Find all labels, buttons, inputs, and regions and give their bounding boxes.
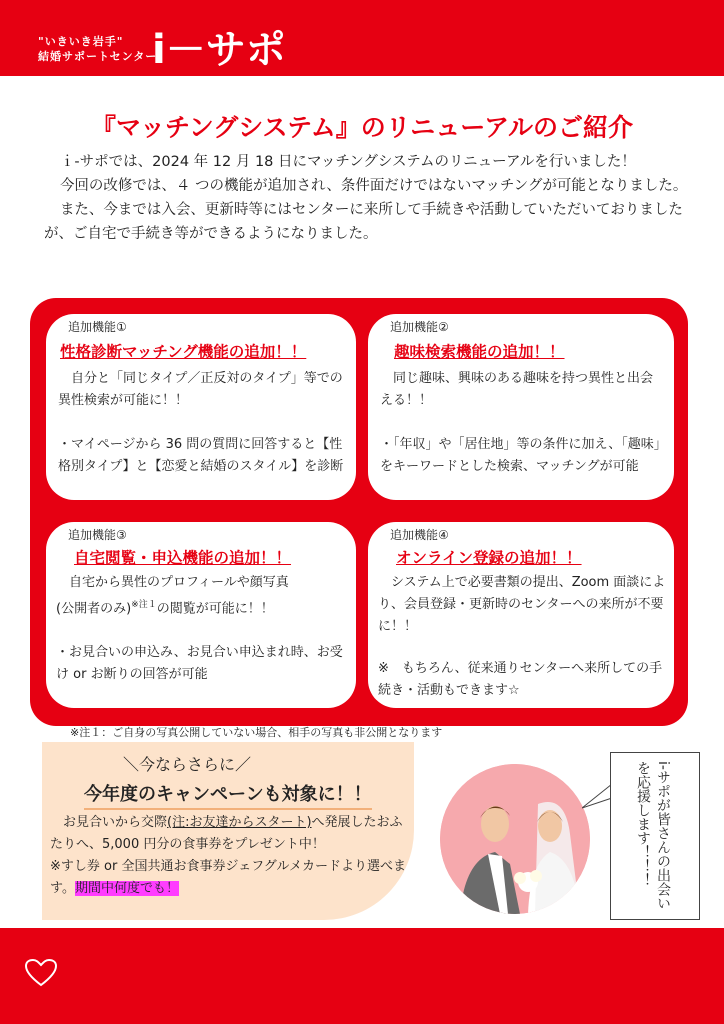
campaign-options: ※すし券 or 全国共通お食事券ジェフグルメカードより選べます。 — [50, 859, 407, 896]
public-only-text: (公開者のみ) — [56, 601, 132, 617]
header-bar — [0, 0, 724, 76]
campaign-text-1 — [50, 812, 410, 856]
wedding-couple-illustration — [440, 764, 590, 914]
feature-body-main: 自分と「同じタイプ／正反対のタイプ」等での異性検索が可能に！！ — [58, 371, 343, 408]
speech-text: i-サポが皆さんの出会いを応援します！！！ — [635, 761, 671, 910]
feature-body-detail: ・マイページから 36 問の質問に回答すると【性格別タイプ】と【恋愛と結婚のスタイル】を診断 — [58, 437, 344, 474]
feature-card-1 — [46, 314, 356, 500]
feature-label: 追加機能② — [390, 320, 449, 334]
feature-label: 追加機能④ — [390, 528, 449, 542]
logo-center-name: 結婚サポートセンター — [38, 50, 158, 63]
campaign-text-2 — [50, 856, 410, 900]
viewable-text: の閲覧が可能に！！ — [156, 601, 274, 617]
campaign-highlight: 期間中何度でも！ — [74, 881, 179, 896]
logo-tagline-top: "いきいき岩手" — [38, 35, 124, 48]
intro-paragraph-2: 今回の改修では、４ つの機能が追加され、条件面だけではないマッチングが可能となりました。 — [59, 178, 688, 194]
feature-label: 追加機能① — [68, 320, 127, 334]
campaign-title: 今年度のキャンペーンも対象に！！ — [84, 778, 372, 810]
feature-body-detail: ※ もちろん、従来通りセンターへ来所しての手続き・活動もできます☆ — [378, 661, 663, 698]
campaign-text-b: へ発展したおふたりへ、5,000 円分の食事券をプレゼント中！ — [50, 815, 403, 852]
logo-tagline — [38, 34, 157, 64]
footer-bar — [0, 928, 724, 1024]
feature-body-main: 同じ趣味、興味のある趣味を持つ異性と出会える！！ — [380, 371, 654, 408]
campaign-lead: ＼今ならさらに／ — [122, 755, 251, 774]
feature-body-detail: ・お見合いの申込み、お見合い申込まれ時、お受け or お断りの回答が可能 — [56, 645, 343, 683]
feature-body-detail: ・「年収」や「居住地」等の条件に加え、「趣味」をキーワードとした検索、マッチングが可能 — [380, 437, 661, 474]
feature-body — [58, 368, 346, 478]
feature-card-2 — [368, 314, 674, 500]
feature-body — [56, 572, 348, 686]
feature-body — [378, 572, 666, 702]
intro-paragraph-1: ｉ-サポでは、2024 年 12 月 18 日にマッチングシステムのリニューアルを行いました！ — [59, 154, 636, 170]
footnote: ※注１：ご自身の写真公開していない場合、相手の写真も非公開となります — [70, 726, 443, 739]
campaign-box — [42, 742, 414, 920]
campaign-body — [50, 812, 410, 900]
heart-icon — [24, 958, 58, 988]
feature-card-4 — [368, 522, 674, 708]
feature-heading: オンライン登録の追加！！ — [396, 549, 582, 567]
page-title: 『マッチングシステム』のリニューアルのご紹介 — [90, 113, 633, 142]
campaign-text-a: お見合いから交際 — [63, 815, 168, 830]
feature-heading: 自宅閲覧・申込機能の追加！！ — [74, 549, 292, 567]
feature-label: 追加機能③ — [68, 528, 127, 542]
note-reference: ※注１ — [131, 600, 157, 610]
feature-heading: 性格診断マッチング機能の追加！！ — [60, 343, 307, 361]
speech-bubble — [610, 752, 700, 920]
wedding-couple-image — [440, 764, 590, 914]
campaign-text-note: (注:お友達からスタート) — [167, 815, 312, 830]
intro-text — [44, 150, 689, 246]
logo-isapo: i－サポ — [152, 27, 286, 73]
feature-body-main-2 — [56, 594, 348, 620]
feature-body-main: システム上で必要書類の提出、Zoom 面談により、会員登録・更新時のセンターへの来所が不要に！！ — [378, 575, 666, 634]
feature-card-3 — [46, 522, 356, 708]
feature-body-main: 自宅から異性のプロフィールや顔写真 — [69, 575, 289, 590]
intro-paragraph-3: また、今までは入会、更新時等にはセンターに来所して手続きや活動していただいておりましたが、ご自宅で手続き等ができるようになりました。 — [44, 202, 683, 242]
feature-body — [380, 368, 662, 478]
feature-heading: 趣味検索機能の追加！！ — [394, 343, 565, 361]
